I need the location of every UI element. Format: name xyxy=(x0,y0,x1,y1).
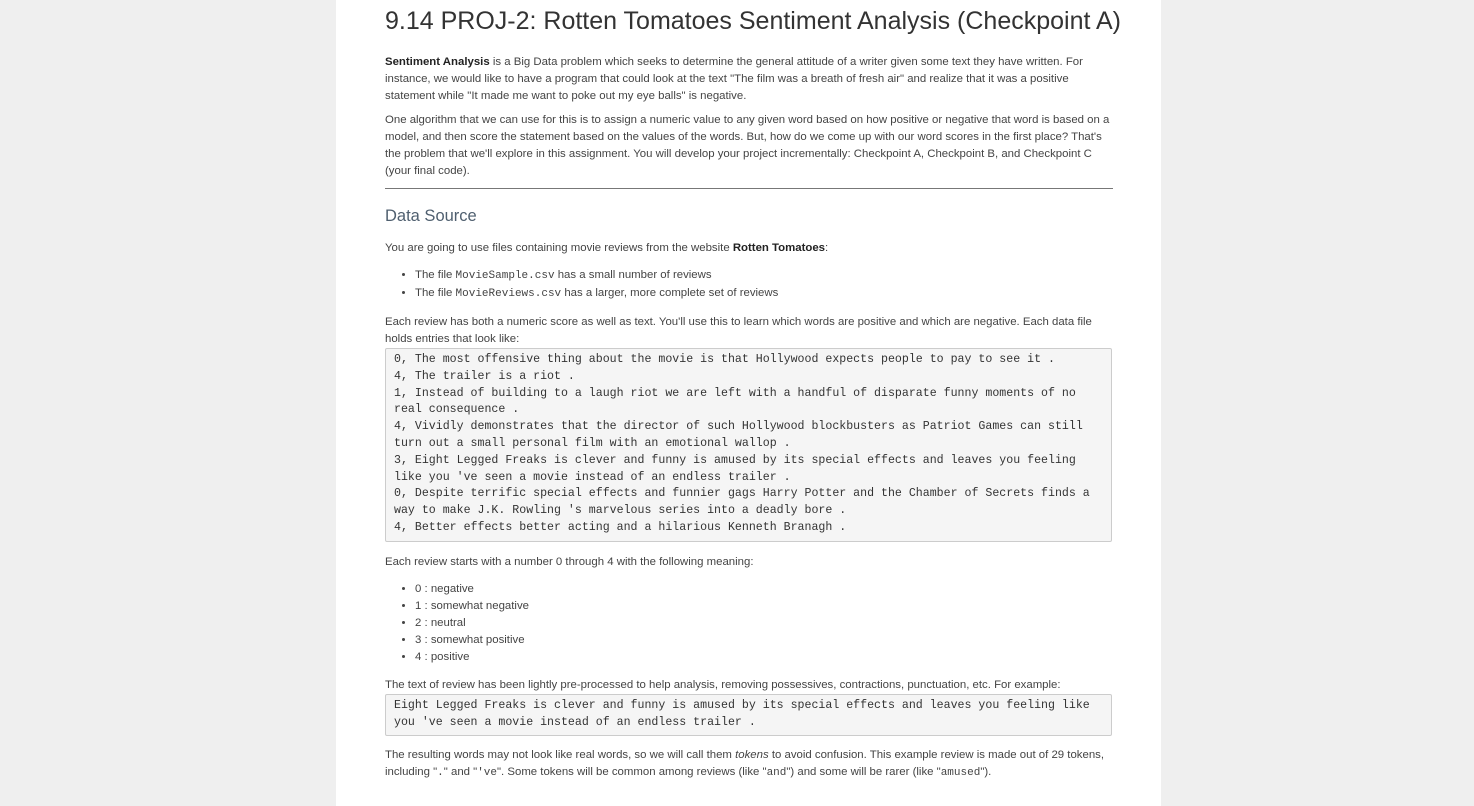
example-review-code-block: Eight Legged Freaks is clever and funny is amused by its special effects and leaves you feeling like you 've seen a movie instead of an endless trailer . xyxy=(385,694,1112,737)
intro-paragraph xyxy=(385,54,1113,105)
token-code: 've xyxy=(477,767,498,780)
token-code: amused xyxy=(940,767,981,780)
each-review-paragraph: Each review has both a numeric score as well as text. You'll use this to learn which words are positive and which are negative. Each data file holds entries that look like: xyxy=(385,316,1092,345)
score-meaning-item: • 4 : positive xyxy=(415,649,1113,666)
score-meaning-list xyxy=(385,581,1113,666)
score-meaning-item: • 1 : somewhat negative xyxy=(415,598,1113,615)
score-meaning-item: • 2 : neutral xyxy=(415,615,1113,632)
data-source-intro xyxy=(385,240,1113,257)
score-meaning-intro: Each review starts with a number 0 through 4 with the following meaning: xyxy=(385,555,754,568)
token-code: and xyxy=(766,767,787,780)
intro-bold-term: Sentiment Analysis xyxy=(385,56,490,68)
tokens-term: tokens xyxy=(735,749,769,762)
score-meaning-item: • 3 : somewhat positive xyxy=(415,632,1113,649)
file-prefix: The file xyxy=(415,269,456,281)
tokens-text: "). xyxy=(980,766,992,779)
file-suffix: has a larger, more complete set of reviews xyxy=(561,287,779,299)
intro-text: is a Big Data problem which seeks to determine the general attitude of a writer given some text they have written. For instance, we would like to have a program that could look at the text "The film was a breath of fresh air" and realize that it was a positive statement while "It made me want to poke out my eye balls" is negative. xyxy=(385,56,1083,102)
score-meaning-item: • 0 : negative xyxy=(415,581,1113,598)
tokens-text: to avoid confusion. This example review is made out of 29 tokens, including " xyxy=(385,749,1105,779)
page-container xyxy=(336,0,1161,806)
token-code: . xyxy=(437,767,444,780)
file-list-item xyxy=(415,267,1113,285)
section-divider xyxy=(385,188,1113,189)
data-source-intro-text: You are going to use files containing movie reviews from the website xyxy=(385,242,733,254)
tokens-text: ") and some will be rarer (like " xyxy=(786,766,941,779)
data-source-intro-end: : xyxy=(825,242,829,254)
filename-code: MovieSample.csv xyxy=(455,270,555,282)
tokens-paragraph xyxy=(385,747,1113,782)
filename-code: MovieReviews.csv xyxy=(455,288,562,300)
tokens-text: ". Some tokens will be common among reviews (like " xyxy=(497,766,767,779)
file-list xyxy=(385,267,1113,303)
file-prefix: The file xyxy=(415,287,456,299)
tokens-text: " and " xyxy=(443,766,478,779)
sample-entries-code-block: 0, The most offensive thing about the movie is that Hollywood expects people to pay to see it . 4, The trailer is a riot . 1, Instead of building to a laugh riot we are left with a handful of disparate funny moments of no real consequence . 4, Vividly demonstrates that the director of such Hollywood blockbusters as Patriot Games can still turn out a small personal film with an emotional wallop . 3, Eight Legged Freaks is clever and funny is amused by its special effects and leaves you feeling like you 've seen a movie instead of an endless trailer . 0, Despite terrific special effects and funnier gags Harry Potter and the Chamber of Secrets finds a way to make J.K. Rowling 's marvelous series into a deadly bore . 4, Better effects better acting and a hilarious Kenneth Branagh . xyxy=(385,348,1112,542)
data-source-heading: Data Source xyxy=(385,207,477,225)
preprocess-paragraph: The text of review has been lightly pre-processed to help analysis, removing possessives, contractions, punctuation, etc. For example: xyxy=(385,678,1061,691)
file-list-item xyxy=(415,285,1113,303)
content-area xyxy=(385,0,1122,782)
page-title: 9.14 PROJ-2: Rotten Tomatoes Sentiment Analysis (Checkpoint A) xyxy=(385,7,1122,35)
tokens-text: The resulting words may not look like real words, so we will call them xyxy=(385,749,736,762)
file-suffix: has a small number of reviews xyxy=(554,269,712,281)
algorithm-paragraph: One algorithm that we can use for this is to assign a numeric value to any given word based on how positive or negative that word is based on a model, and then score the statement based on the values of the words. But, how do we come up with our word scores in the first place? That's the problem that we'll explore in this assignment. You will develop your project incrementally: Checkpoint A, Checkpoint B, and Checkpoint C (your final code). xyxy=(385,114,1110,177)
site-name: Rotten Tomatoes xyxy=(732,242,826,254)
